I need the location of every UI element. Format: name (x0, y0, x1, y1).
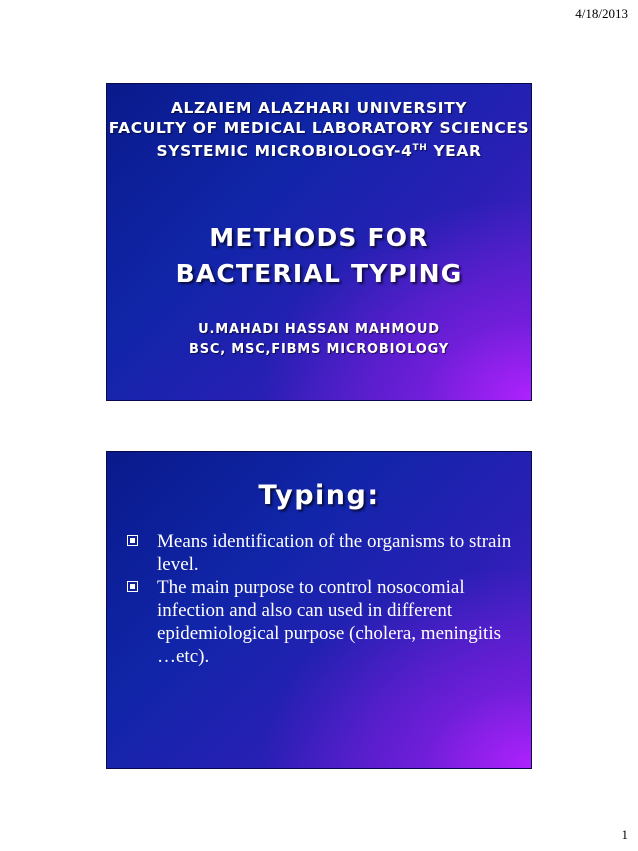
author-info (107, 320, 531, 360)
bullet-item (127, 530, 517, 576)
author-credentials: BSC, MSC,FIBMS MICROBIOLOGY (189, 342, 449, 357)
bullet-list (127, 530, 517, 668)
bullet-item (127, 576, 517, 668)
slide-title (107, 220, 531, 292)
page-date: 4/18/2013 (575, 6, 628, 21)
typing-title: Typing: (258, 480, 380, 511)
slide-2 (106, 451, 532, 769)
square-bullet-icon (127, 581, 138, 592)
title-line-1: METHODS FOR (209, 223, 429, 252)
page-number: 1 (621, 827, 628, 842)
course-superscript: TH (412, 143, 428, 153)
bullet-text: The main purpose to control nosocomial infection and also can used in different epidemiological purpose (cholera, meningitis …etc). (157, 577, 502, 667)
course-name: SYSTEMIC MICROBIOLOGY-4 (156, 142, 413, 160)
slide-1 (106, 83, 532, 401)
header-line-faculty: FACULTY OF MEDICAL LABORATORY SCIENCES (108, 119, 530, 137)
header-line-course (106, 138, 532, 161)
square-bullet-icon (127, 535, 138, 546)
course-year: YEAR (427, 142, 482, 160)
header-line-university: ALZAIEM ALAZHARI UNIVERSITY (170, 99, 468, 117)
university-header (106, 98, 532, 161)
title-line-2: BACTERIAL TYPING (175, 259, 463, 288)
bullet-text: Means identification of the organisms to strain level. (157, 531, 512, 575)
author-name: U.MAHADI HASSAN MAHMOUD (198, 322, 440, 337)
